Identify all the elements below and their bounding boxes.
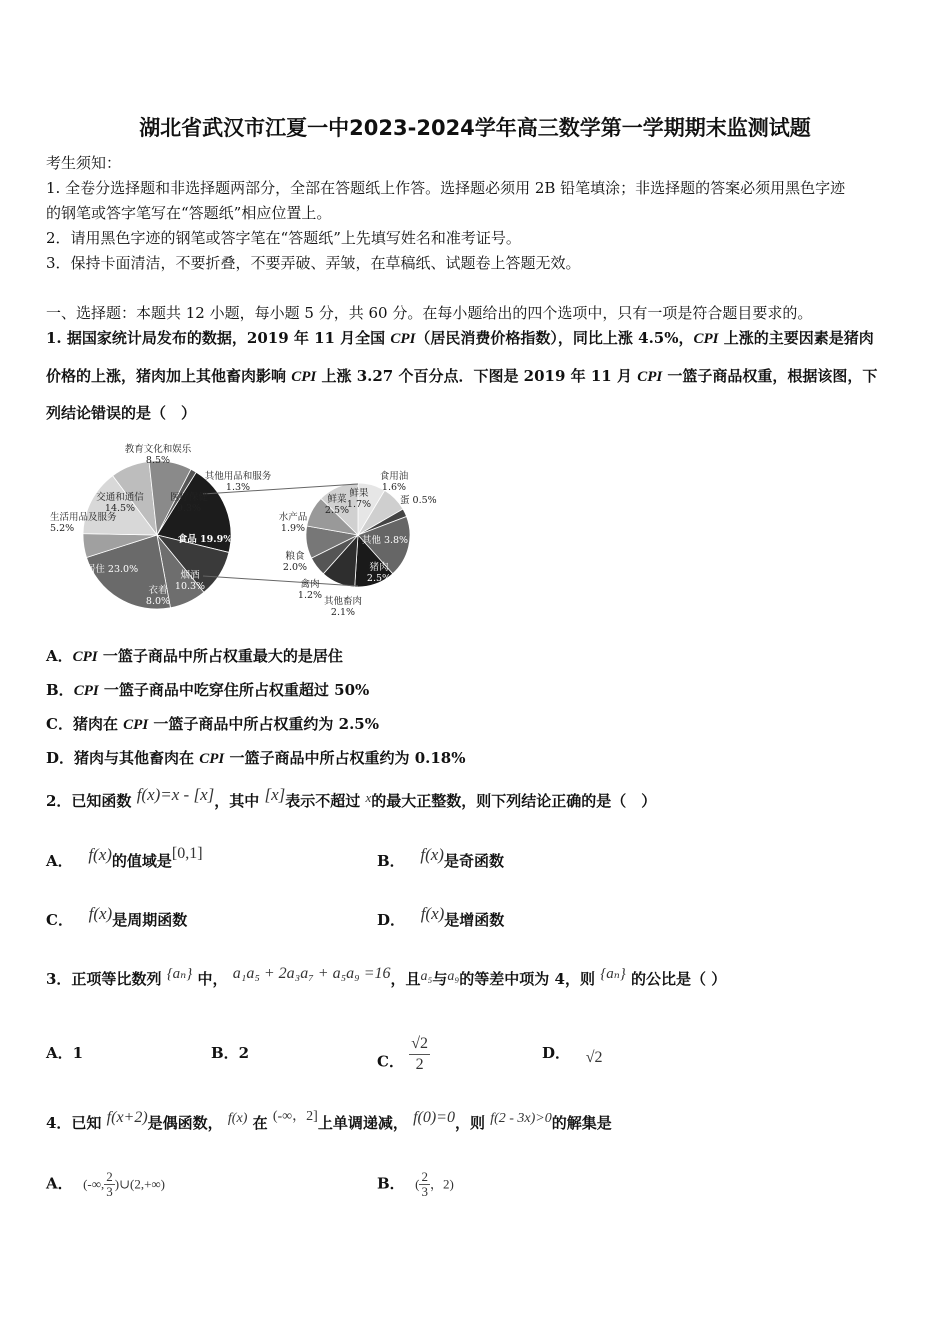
- q4-option-a[interactable]: A． (-∞, $\frac{2}{3}$ )∪(2,+∞): [46, 1169, 166, 1199]
- q3-option-a[interactable]: A．1: [46, 1044, 84, 1062]
- pie-label-0-4: 生活用品及服务 5.2%: [50, 512, 117, 534]
- q1-option-b[interactable]: B．CPI 一篮子商品中吃穿住所占权重超过 50%: [46, 681, 370, 699]
- notice-line-1b: 的钢笔或答字笔写在“答题纸”相应位置上。: [46, 204, 332, 222]
- pie-label-1-4: 猪肉 2.5%: [366, 562, 392, 584]
- q1-line-1: 1. 据国家统计局发布的数据，2019 年 11 月全国 CPI（居民消费价格指数），同比上涨 4.5%，CPI 上涨的主要因素是猪肉: [46, 329, 874, 347]
- pie-label-1-7: 粮食 2.0%: [282, 551, 308, 573]
- q1-line-2: 价格的上涨，猪肉加上其他畜肉影响 CPI 上涨 3.27 个百分点．下图是 2019 年 11 月 CPI 一篮子商品权重，根据该图，下: [46, 367, 878, 385]
- fraction-two-thirds: $\frac{2}{3}$: [421, 1169, 428, 1199]
- q2-stem: 2．已知函数 f(x)=x - [x]，其中 [x]表示不超过 x的最大正整数，则下列结论正确的是（ ）: [46, 785, 657, 810]
- notice-line-2: 2．请用黑色字迹的钢笔或答字笔在“答题纸”上先填写姓名和准考证号。: [46, 229, 521, 247]
- notice-line-1: 1. 全卷分选择题和非选择题两部分，全部在答题纸上作答。选择题必须用 2B 铅笔填涂；非选择题的答案必须用黑色字迹: [46, 179, 846, 197]
- pie-label-1-6: 禽肉 1.2%: [297, 579, 323, 601]
- q4-option-b[interactable]: B． ( $\frac{2}{3}$ ，2): [377, 1169, 454, 1199]
- notice-line-3: 3．保持卡面清洁，不要折叠，不要弄破、弄皱，在草稿纸、试题卷上答题无效。: [46, 254, 581, 272]
- fraction-two-thirds: $\frac{2}{3}$: [106, 1169, 113, 1199]
- cpi-pie-charts: [40, 436, 460, 626]
- q3-stem: 3．正项等比数列 {aₙ} 中， a₁a₅ + 2a₃a₇ + a₅a₉ =16，且a₅与a₉的等差中项为 4，则 {aₙ} 的公比是（ ）: [46, 965, 727, 988]
- q1-option-c[interactable]: C．猪肉在 CPI 一篮子商品中所占权重约为 2.5%: [46, 715, 379, 733]
- q1-line-3: 列结论错误的是（ ）: [46, 404, 197, 422]
- pie-label-0-8: 其他用品和服务 1.3%: [204, 471, 272, 493]
- pie-label-1-3: 其他 3.8%: [361, 535, 409, 546]
- pie-label-1-2: 蛋 0.5%: [400, 495, 437, 506]
- q1-option-d[interactable]: D．猪肉与其他畜肉在 CPI 一篮子商品中所占权重约为 0.18%: [46, 749, 466, 767]
- pie-label-0-6: 教育文化和娱乐 8.5%: [124, 444, 192, 466]
- pie-label-1-5: 其他畜肉 2.1%: [323, 596, 363, 618]
- q1-option-a[interactable]: A．CPI 一篮子商品中所占权重最大的是居住: [46, 647, 343, 665]
- pie-label-0-2: 衣着 8.0%: [145, 585, 171, 607]
- q2-option-b[interactable]: B． f(x)是奇函数: [377, 845, 504, 870]
- notice-heading: 考生须知：: [46, 154, 122, 172]
- pie-label-1-0: 鲜果 1.7%: [346, 488, 372, 510]
- pie-label-0-5: 交通和通信 14.5%: [96, 492, 144, 514]
- page-title: 湖北省武汉市江夏一中2023-2024学年高三数学第一学期期末监测试题: [139, 116, 811, 140]
- pie-label-1-9: 鲜菜 2.5%: [324, 494, 350, 516]
- q3-option-c[interactable]: C． $\frac{√2}{2}$: [377, 1035, 428, 1073]
- q3-option-b[interactable]: B．2: [211, 1044, 250, 1062]
- q3-option-d[interactable]: D． √2: [542, 1044, 603, 1066]
- pie-label-0-3: 居住 23.0%: [85, 564, 139, 575]
- pie-label-0-1: 烟酒 10.3%: [174, 570, 206, 592]
- pie-label-1-1: 食用油 1.6%: [379, 471, 409, 493]
- q4-stem: 4．已知 f(x+2)是偶函数， f(x) 在 (-∞，2]上单调递减， f(0)=0，则 f(2 - 3x)>0的解集是: [46, 1109, 612, 1132]
- q2-option-a[interactable]: A． f(x)的值域是[0,1]: [46, 845, 203, 870]
- q2-option-c[interactable]: C． f(x)是周期函数: [46, 904, 188, 929]
- pie-label-1-8: 水产品 1.9%: [278, 512, 308, 534]
- fraction-sqrt2-over-2: $\frac{√2}{2}$: [411, 1035, 428, 1073]
- section-heading: 一、选择题：本题共 12 小题，每小题 5 分，共 60 分。在每小题给出的四个选项中，只有一项是符合题目要求的。: [46, 304, 813, 322]
- q2-option-d[interactable]: D． f(x)是增函数: [377, 904, 505, 929]
- pie-label-0-0: 食品 19.9%: [177, 534, 233, 545]
- pie-label-0-7: 医疗保健 9.3%: [169, 492, 209, 514]
